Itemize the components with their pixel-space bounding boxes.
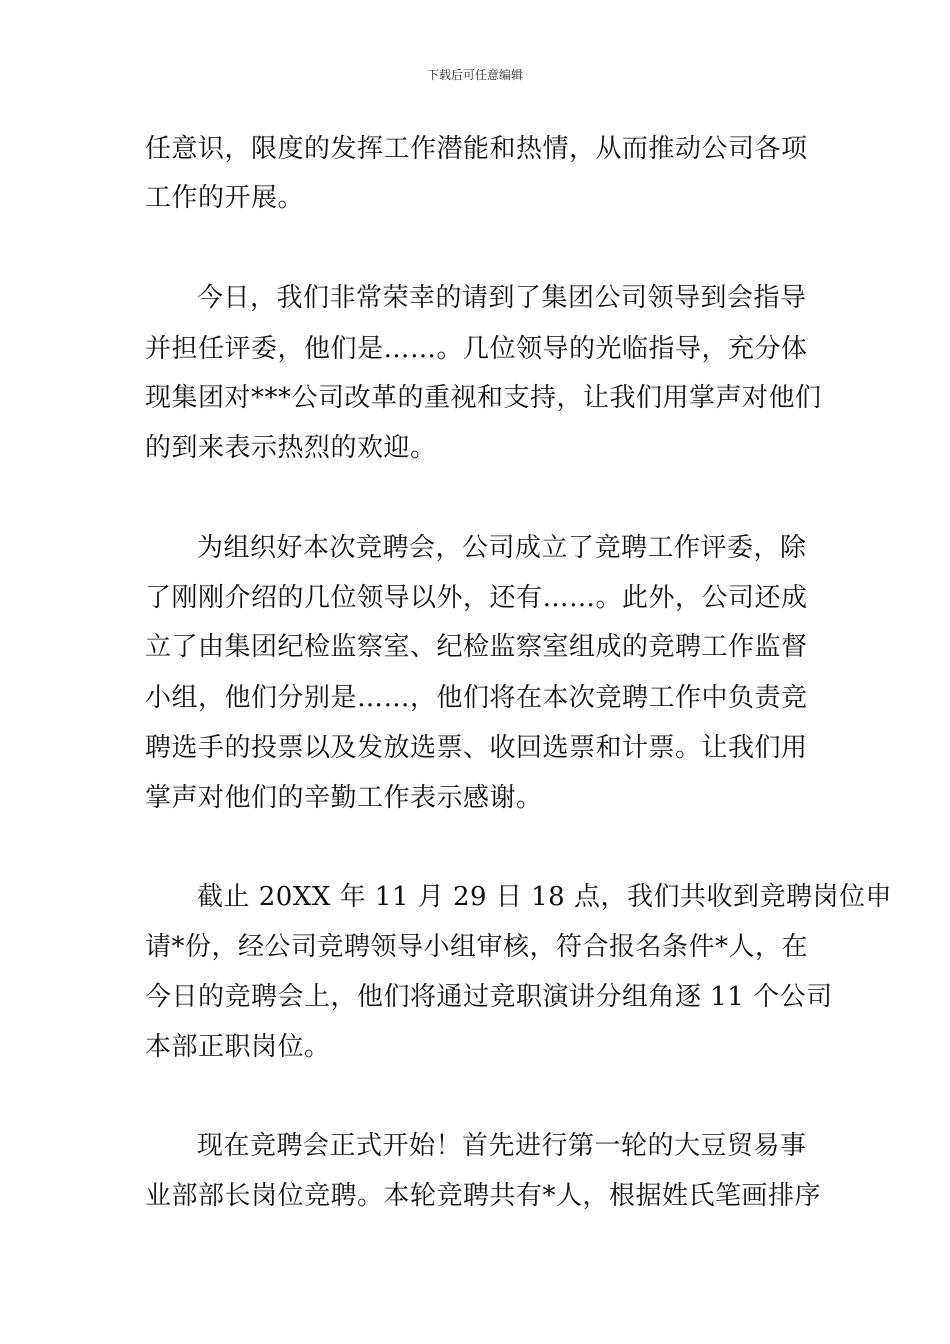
body-line: 为组织好本次竞聘会，公司成立了竞聘工作评委，除 [197, 533, 807, 563]
body-line: 并担任评委，他们是……。几位领导的光临指导，充分体 [145, 334, 808, 364]
body-line: 掌声对他们的辛勤工作表示感谢。 [145, 783, 543, 813]
page-header-note: 下载后可任意编辑 [426, 68, 523, 82]
body-line: 请*份，经公司竞聘领导小组审核，符合报名条件*人，在 [145, 932, 809, 962]
body-line: 今日，我们非常荣幸的请到了集团公司领导到会指导 [197, 283, 807, 313]
body-line: 本部正职岗位。 [145, 1032, 331, 1062]
body-line: 业部部长岗位竞聘。本轮竞聘共有*人，根据姓氏笔画排序 [145, 1181, 822, 1211]
body-line: 工作的开展。 [145, 183, 305, 213]
body-line: 聘选手的投票以及发放选票、收回选票和计票。让我们用 [145, 733, 808, 763]
body-line: 小组，他们分别是……，他们将在本次竞聘工作中负责竞 [145, 683, 808, 713]
body-line: 立了由集团纪检监察室、纪检监察室组成的竞聘工作监督 [145, 632, 808, 662]
body-line: 了刚刚介绍的几位领导以外，还有……。此外，公司还成 [145, 583, 808, 613]
body-line: 现集团对***公司改革的重视和支持，让我们用掌声对他们 [145, 383, 822, 413]
body-line: 今日的竞聘会上，他们将通过竞职演讲分组角逐 11 个公司 [145, 982, 833, 1012]
body-line: 截止 20XX 年 11 月 29 日 18 点，我们共收到竞聘岗位申 [197, 882, 892, 912]
body-line: 任意识，限度的发挥工作潜能和热情，从而推动公司各项 [145, 134, 808, 164]
body-line: 现在竞聘会正式开始！首先进行第一轮的大豆贸易事 [197, 1131, 807, 1161]
body-line: 的到来表示热烈的欢迎。 [145, 433, 437, 463]
